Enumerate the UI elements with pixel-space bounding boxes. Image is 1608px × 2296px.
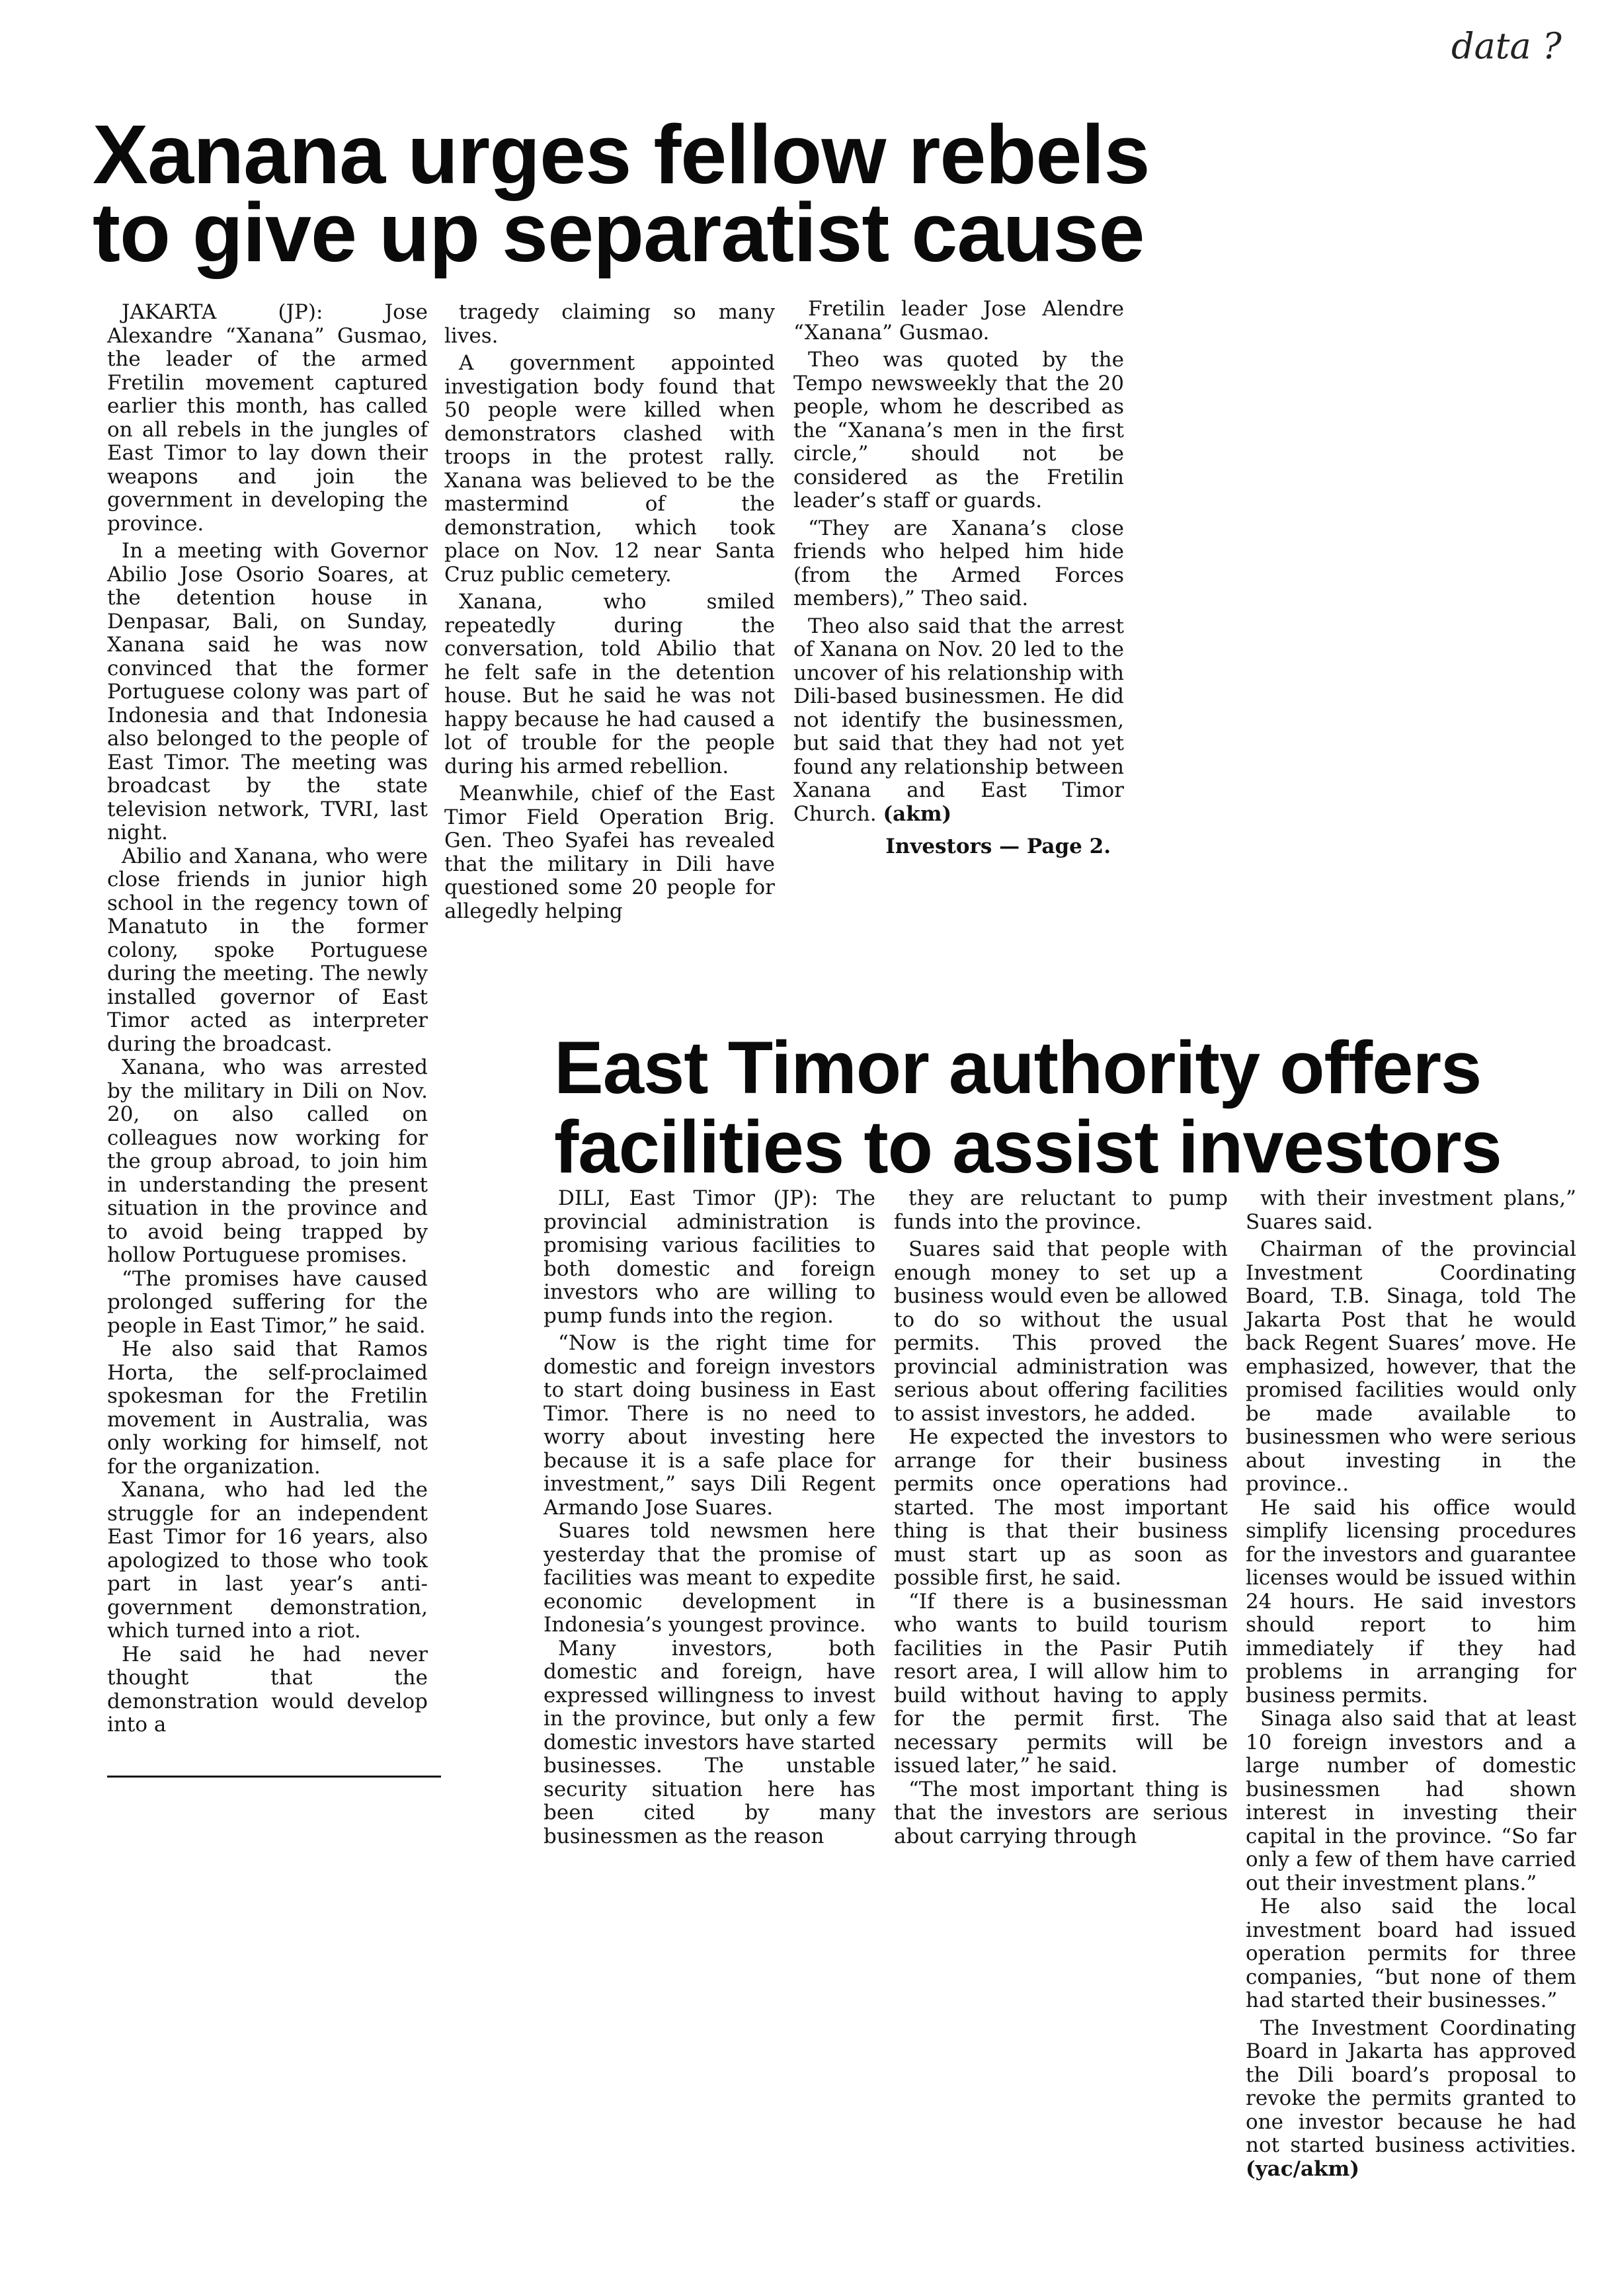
paragraph-text: Theo also said that the arrest of Xanana on Nov. 20 led to the uncover of his relationship with Dili-based businessmen. He did not identify the businessmen, but said that they had not yet found any relationship between Xanana and East Timor Church. (793, 614, 1124, 826)
paragraph (793, 615, 1124, 827)
paragraph: Suares told newsmen here yesterday that the promise of facilities was meant to expedite economic development in Indonesia’s youngest province. (543, 1519, 875, 1637)
paragraph: He said he had never thought that the demonstration would develop into a (107, 1642, 428, 1737)
paragraph-text: The Investment Coordinating Board in Jakarta has approved the Dili board’s proposal to revoke the permits granted to one investor because he had not started business activities. (1246, 2016, 1576, 2157)
paragraph: DILI, East Timor (JP): The provincial administration is promising various facilities to both domestic and foreign investors who are willing to pump funds into the region. (543, 1186, 875, 1328)
handwritten-annotation: data ? (1451, 25, 1562, 67)
paragraph: In a meeting with Governor Abilio Jose Osorio Soares, at the detention house in Denpasar, Bali, on Sunday, Xanana said he was now convinced that the former Portuguese colony was part of Indonesia and that Indonesia also belonged to the people of East Timor. The meeting was broadcast by the state television network, TVRI, last night. (107, 539, 428, 844)
article-2-column-1 (543, 1187, 875, 1848)
paragraph: Fretilin leader Jose Alendre “Xanana” Gusmao. (793, 297, 1124, 345)
paragraph: Sinaga also said that at least 10 foreign investors and a large number of domestic businessmen had shown interest in investing their capital in the province. “So far only a few of them have carried out their investment plans.” (1246, 1707, 1576, 1895)
paragraph: JAKARTA (JP): Jose Alexandre “Xanana” Gusmao, the leader of the armed Fretilin movement captured earlier this month, has called on all rebels in the jungles of East Timor to lay down their weapons and join the government in developing the province. (107, 300, 428, 536)
paragraph: with their investment plans,” Suares said. (1246, 1186, 1576, 1234)
paragraph: they are reluctant to pump funds into the province. (894, 1186, 1228, 1234)
article-1-column-2 (444, 301, 775, 923)
paragraph: He also said that Ramos Horta, the self-proclaimed spokesman for the Fretilin movement in Australia, was only working for himself, not for the organization. (107, 1337, 428, 1479)
paragraph: “Now is the right time for domestic and foreign investors to start doing business in East Timor. There is no need to worry about investing here because it is a safe place for investment,” says Dili Regent Armando Jose Suares. (543, 1331, 875, 1520)
paragraph: Xanana, who was arrested by the military in Dili on Nov. 20, on also called on colleagues now working for the group abroad, to join him in understanding the present situation in the province and to avoid being trapped by hollow Portuguese promises. (107, 1055, 428, 1267)
headline-1-line-2: to give up separatist cause (93, 186, 1145, 279)
paragraph: Suares said that people with enough money to set up a business would even be allowed to do so without the usual permits. This proved the provincial administration was serious about offering facilities to assist investors, he added. (894, 1237, 1228, 1426)
article-2-column-2 (894, 1187, 1228, 1848)
paragraph (1246, 2017, 1576, 2182)
article-1-column-3 (793, 298, 1124, 859)
paragraph: A government appointed investigation body found that 50 people were killed when demonstrators clashed with troops in the protest rally. Xanana was believed to be the mastermind of the demonstration, which took place on Nov. 12 near Santa Cruz public cemetery. (444, 351, 775, 587)
paragraph: He also said the local investment board had issued operation permits for three companies, “but none of them had started their businesses.” (1246, 1895, 1576, 2012)
article-1-column-1 (107, 301, 428, 1737)
paragraph: Chairman of the provincial Investment Coordinating Board, T.B. Sinaga, told The Jakarta Post that he would back Regent Suares’ move. He emphasized, however, that the promised facilities would only be made available to businessmen who were serious about investing in the province.. (1246, 1237, 1576, 1496)
byline-signature: (akm) (883, 801, 952, 826)
headline-2-line-1: East Timor authority offers (554, 1026, 1482, 1109)
paragraph: Theo was quoted by the Tempo newsweekly that the 20 people, whom he described as the “Xanana’s men in the first circle,” should not be considered as the Fretilin leader’s staff or guards. (793, 348, 1124, 512)
paragraph: “They are Xanana’s close friends who helped him hide (from the Armed Forces members),” Theo said. (793, 516, 1124, 610)
paragraph: Many investors, both domestic and foreign, have expressed willingness to invest in the province, but only a few domestic investors have started businesses. The unstable security situation here has been cited by many businessmen as the reason (543, 1636, 875, 1848)
paragraph: Meanwhile, chief of the East Timor Field Operation Brig. Gen. Theo Syafei has revealed that the military in Dili have questioned some 20 people for allegedly helping (444, 782, 775, 923)
headline-1-line-1: Xanana urges fellow rebels (93, 108, 1150, 201)
column-end-rule (107, 1776, 441, 1778)
paragraph: Xanana, who smiled repeatedly during the conversation, told Abilio that he felt safe in the detention house. But he said he was not happy because he had caused a lot of trouble for the people during his armed rebellion. (444, 590, 775, 778)
article-2-column-3 (1246, 1187, 1576, 2181)
paragraph: tragedy claiming so many lives. (444, 300, 775, 348)
paragraph: Abilio and Xanana, who were close friends in junior high school in the regency town of Manatuto in the former colony, spoke Portuguese during the meeting. The newly installed governor of East Timor acted as interpreter during the broadcast. (107, 844, 428, 1056)
jump-line: Investors — Page 2. (885, 835, 1111, 858)
headline-2-line-2: facilities to assist investors (554, 1106, 1502, 1188)
headline-article-1 (93, 108, 1177, 279)
paragraph: “The promises have caused prolonged suffering for the people in East Timor,” he said. (107, 1266, 428, 1338)
headline-article-2 (554, 1028, 1605, 1187)
byline-signature: (yac/akm) (1246, 2156, 1359, 2181)
paragraph: He expected the investors to arrange for their business permits once operations had started. The most important thing is that their business must start up as soon as possible first, he said. (894, 1425, 1228, 1590)
paragraph: Xanana, who had led the struggle for an independent East Timor for 16 years, also apologized to those who took part in last year’s anti-government demonstration, which turned into a riot. (107, 1478, 428, 1643)
paragraph: “The most important thing is that the investors are serious about carrying through (894, 1777, 1228, 1848)
paragraph: He said his office would simplify licensing procedures for the investors and guarantee licenses would be issued within 24 hours. He said investors should report to him immediately if they had problems in arranging for business permits. (1246, 1495, 1576, 1707)
paragraph: “If there is a businessman who wants to build tourism facilities in the Pasir Putih resort area, I will allow him to build without having to apply for the permit first. The necessary permits will be issued later,” he said. (894, 1589, 1228, 1778)
